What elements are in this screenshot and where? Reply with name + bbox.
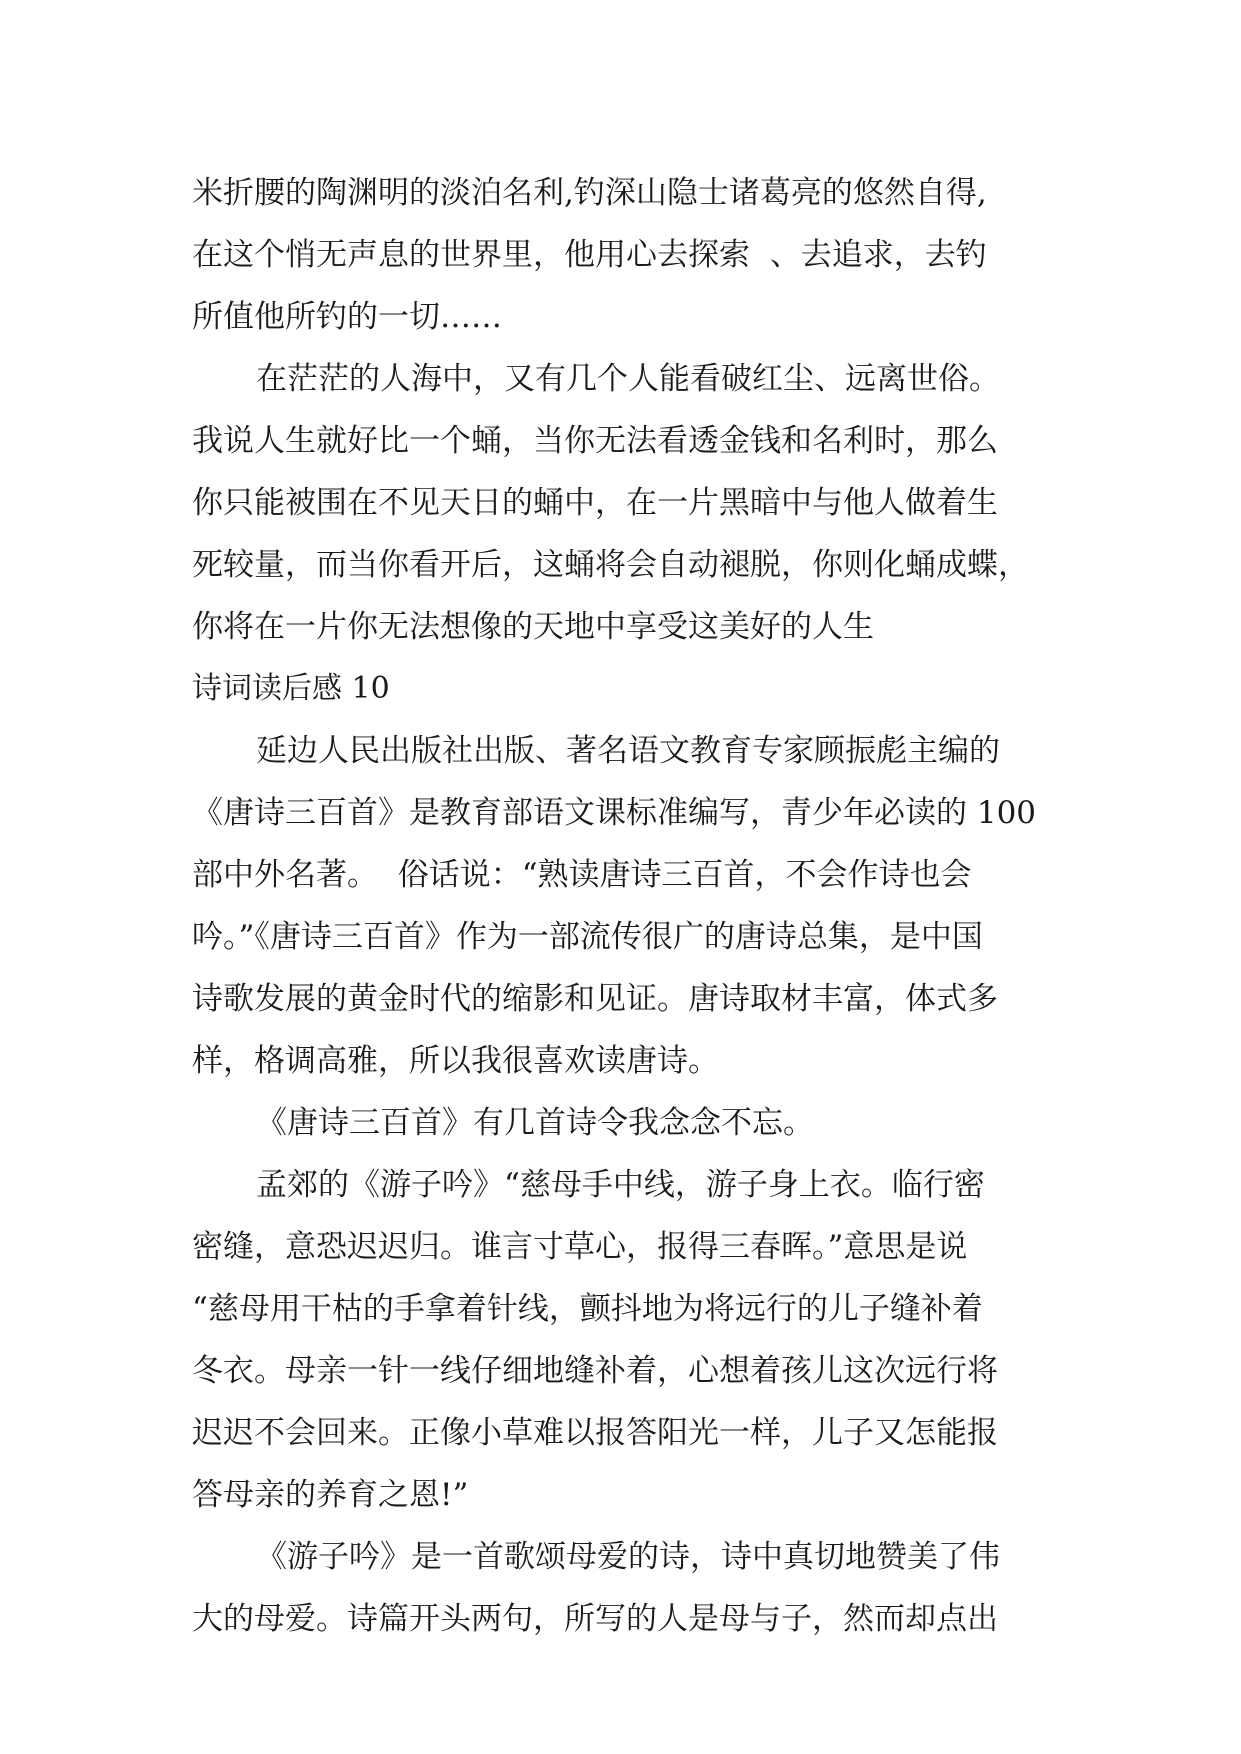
- text-line: 你只能被围在不见天日的蛹中，在一片黑暗中与他人做着生: [192, 485, 998, 521]
- text-line: 所值他所钓的一切……: [192, 299, 502, 335]
- text-line: 你将在一片你无法想像的天地中享受这美好的人生: [192, 609, 874, 645]
- text-line: 在茫茫的人海中，又有几个人能看破红尘、远离世俗。: [256, 361, 1000, 397]
- text-line: 迟迟不会回来。正像小草难以报答阳光一样，儿子又怎能报: [192, 1415, 998, 1451]
- text-line: 《唐诗三百首》有几首诗令我念念不忘。: [256, 1105, 814, 1141]
- text-line: 孟郊的《游子吟》“慈母手中线，游子身上衣。临行密: [256, 1167, 985, 1203]
- text-line: 大的母爱。诗篇开头两句，所写的人是母与子，然而却点出: [192, 1601, 998, 1637]
- text-line: “慈母用干枯的手拿着针线，颤抖地为将远行的儿子缝补着: [192, 1291, 983, 1327]
- text-line: 密缝，意恐迟迟归。谁言寸草心，报得三春晖。”意思是说: [192, 1229, 968, 1265]
- text-line: 米折腰的陶渊明的淡泊名利,钓深山隐士诸葛亮的悠然自得,: [192, 175, 987, 211]
- text-line: 我说人生就好比一个蛹，当你无法看透金钱和名利时，那么: [192, 423, 998, 459]
- text-line: 样，格调高雅，所以我很喜欢读唐诗。: [192, 1043, 719, 1079]
- text-line: 死较量，而当你看开后，这蛹将会自动褪脱，你则化蛹成蝶，: [192, 547, 1029, 583]
- text-line: 《游子吟》是一首歌颂母爱的诗，诗中真切地赞美了伟: [256, 1539, 1000, 1575]
- text-line: 在这个悄无声息的世界里，他用心去探索 、去追求，去钓: [192, 237, 987, 273]
- text-line: 答母亲的养育之恩!”: [192, 1477, 469, 1513]
- text-line: 部中外名著。 俗话说：“熟读唐诗三百首，不会作诗也会: [192, 857, 972, 893]
- text-line: 延边人民出版社出版、著名语文教育专家顾振彪主编的: [256, 733, 1000, 769]
- document-body: [192, 162, 1092, 1650]
- text-line: 《唐诗三百首》是教育部语文课标准编写，青少年必读的 100: [192, 795, 1037, 831]
- text-line: 吟。”《唐诗三百首》作为一部流传很广的唐诗总集，是中国: [192, 919, 983, 955]
- text-line: 诗歌发展的黄金时代的缩影和见证。唐诗取材丰富，体式多: [192, 981, 998, 1017]
- section-heading: 诗词读后感 10: [192, 671, 390, 706]
- text-line: 冬衣。母亲一针一线仔细地缝补着，心想着孩儿这次远行将: [192, 1353, 998, 1389]
